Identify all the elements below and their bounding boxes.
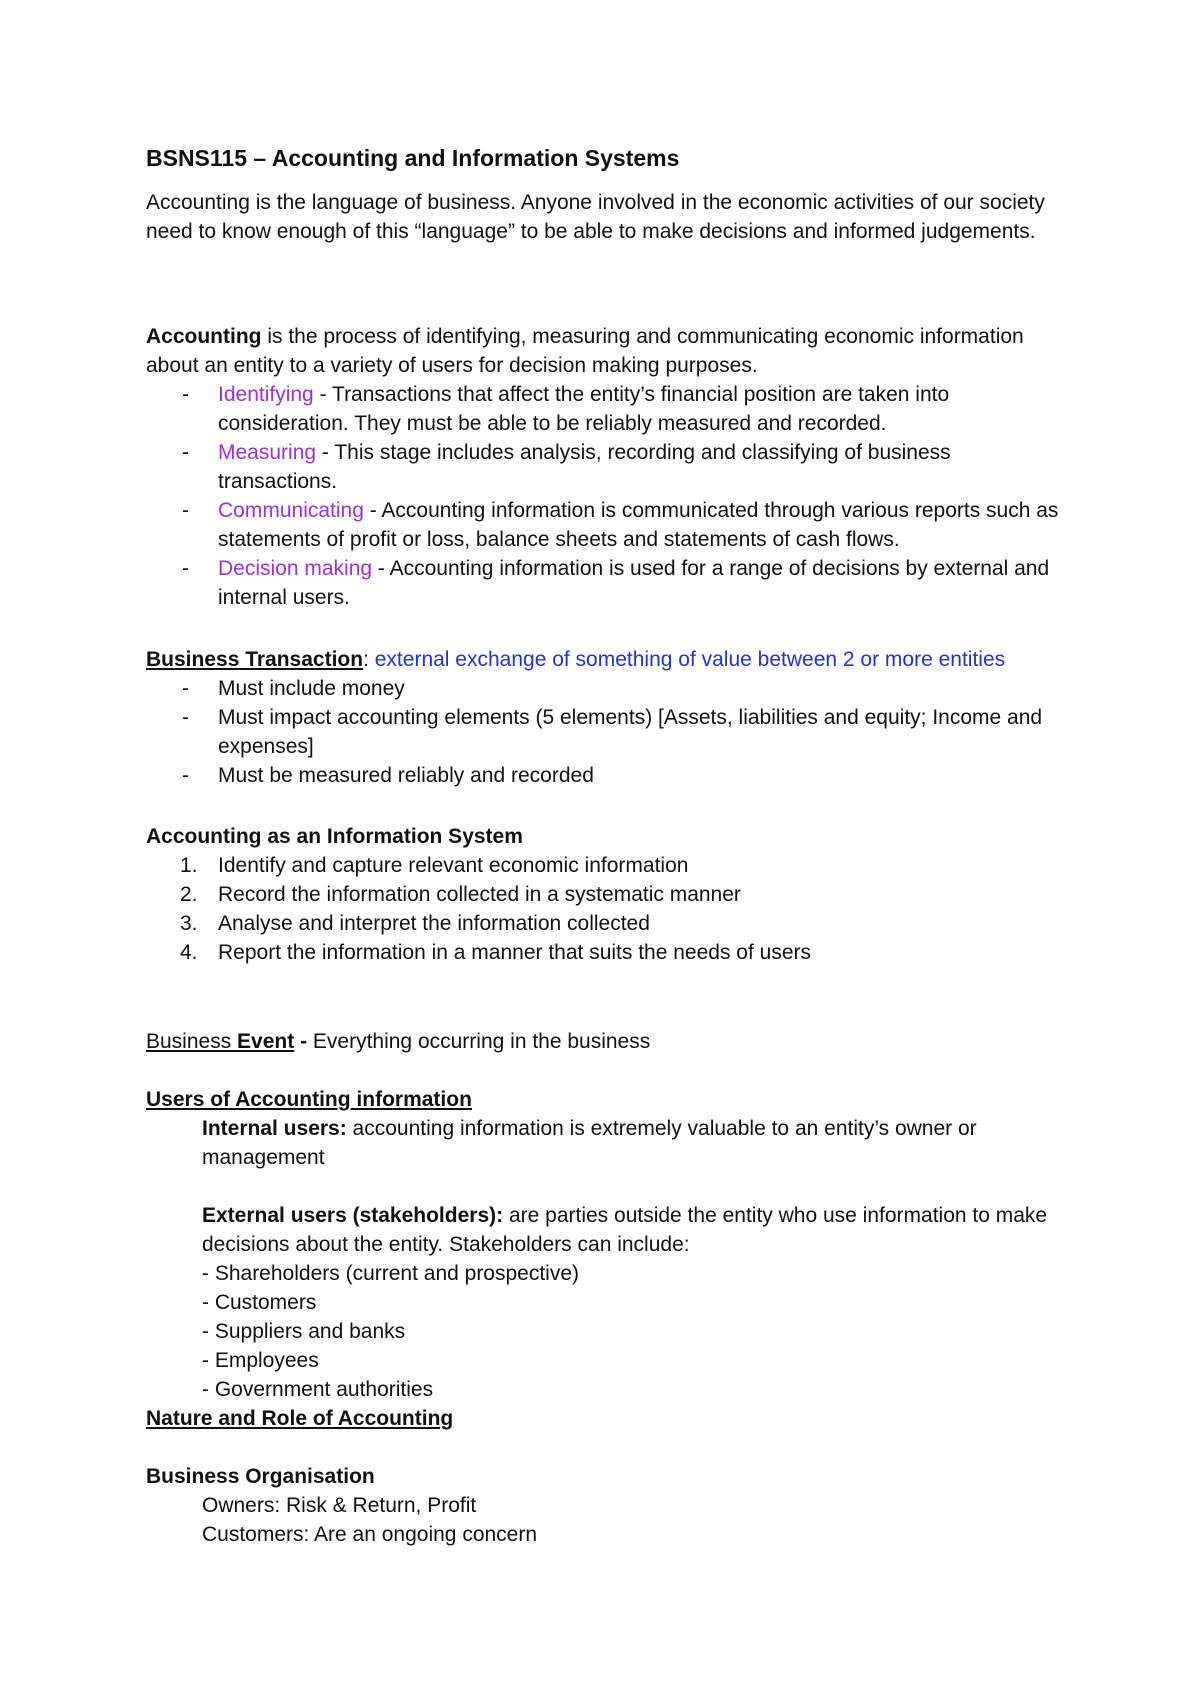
accounting-term: Accounting	[146, 325, 262, 348]
list-item: - Communicating - Accounting information is communicated through various reports such as statements of profit or loss, balance sheets and statements of cash flows.	[182, 499, 1059, 551]
stage-term: Identifying	[218, 383, 314, 406]
list-item: - Must include money	[182, 677, 405, 700]
external-users-text: are parties outside the entity who use information to make decisions about the entity. Stakeholders can include:	[202, 1204, 1048, 1256]
list-item: - Customers	[202, 1291, 317, 1314]
list-item: 1. Identify and capture relevant economic information	[180, 854, 689, 877]
list-item: - Shareholders (current and prospective)	[202, 1262, 580, 1285]
list-item: - Must impact accounting elements (5 elements) [Assets, liabilities and equity; Income and expenses]	[182, 706, 1043, 758]
list-item-text: Must impact accounting elements (5 elements) [Assets, liabilities and equity; Income and expenses]	[218, 706, 1043, 758]
business-transaction-text: external exchange of something of value between 2 or more entities	[368, 648, 1006, 671]
stage-text: - Accounting information is used for a range of decisions by external and internal users.	[218, 557, 1050, 609]
stage-text: - This stage includes analysis, recording and classifying of business transactions.	[218, 441, 951, 493]
list-item: 3. Analyse and interpret the information collected	[180, 912, 650, 935]
users-heading: Users of Accounting information	[146, 1088, 472, 1111]
accounting-definition-text: is the process of identifying, measuring and communicating economic information about an entity to a variety of users for decision making purposes.	[146, 325, 1024, 377]
accounting-stages-list	[146, 380, 1066, 612]
business-event-term: Event	[237, 1030, 295, 1053]
list-item: - Decision making - Accounting information is used for a range of decisions by external and internal users.	[182, 557, 1050, 609]
business-transaction-list	[146, 674, 1066, 790]
external-users-paragraph	[202, 1201, 1066, 1259]
internal-users-paragraph	[202, 1114, 1066, 1172]
internal-users-text: accounting information is extremely valuable to an entity’s owner or management	[202, 1117, 977, 1169]
list-item-text: Must include money	[218, 677, 405, 700]
business-transaction-term: Business Transaction	[146, 648, 364, 671]
business-event-line	[146, 1027, 1066, 1056]
list-item: - Must be measured reliably and recorded	[182, 764, 594, 787]
business-org-line: Owners: Risk & Return, Profit	[202, 1494, 477, 1517]
nature-heading: Nature and Role of Accounting	[146, 1407, 454, 1430]
list-item: 4. Report the information in a manner that suits the needs of users	[180, 941, 811, 964]
intro-paragraph: Accounting is the language of business. Anyone involved in the economic activities of our society need to know enough of this “language” to be able to make decisions and informed judgements.	[146, 191, 1045, 243]
list-item: - Measuring - This stage includes analysis, recording and classifying of business transactions.	[182, 441, 951, 493]
business-event-text: Everything occurring in the business	[307, 1030, 651, 1053]
stage-term: Decision making	[218, 557, 373, 580]
page-title: BSNS115 – Accounting and Information Systems	[146, 145, 680, 171]
stage-text: - Accounting information is communicated through various reports such as statements of profit or loss, balance sheets and statements of cash flows.	[218, 499, 1059, 551]
stage-term: Communicating	[218, 499, 364, 522]
colon: :	[363, 648, 369, 671]
business-org-lines	[202, 1491, 1066, 1549]
stakeholders-list	[202, 1259, 1066, 1404]
list-item: 2. Record the information collected in a systematic manner	[180, 883, 741, 906]
list-item-text: Must be measured reliably and recorded	[218, 764, 594, 787]
list-item: - Government authorities	[202, 1378, 434, 1401]
list-item-text: Analyse and interpret the information collected	[218, 912, 650, 935]
business-org-heading: Business Organisation	[146, 1465, 375, 1488]
stage-text: - Transactions that affect the entity’s financial position are taken into consideration. They must be able to be reliably measured and recorded.	[218, 383, 950, 435]
internal-users-term: Internal users:	[202, 1117, 347, 1140]
business-transaction-definition	[146, 645, 1066, 674]
list-item-text: Report the information in a manner that suits the needs of users	[218, 941, 811, 964]
external-users-term: External users (stakeholders):	[202, 1204, 504, 1227]
stage-term: Measuring	[218, 441, 317, 464]
business-org-line: Customers: Are an ongoing concern	[202, 1523, 538, 1546]
business-event-dash: -	[294, 1030, 308, 1053]
list-item: - Identifying - Transactions that affect the entity’s financial position are taken into consideration. They must be able to be reliably measured and recorded.	[182, 383, 950, 435]
list-item-text: Record the information collected in a systematic manner	[218, 883, 741, 906]
accounting-definition	[146, 322, 1066, 380]
info-system-heading: Accounting as an Information System	[146, 825, 523, 848]
info-system-list	[146, 851, 1066, 967]
business-event-prefix: Business	[146, 1030, 238, 1053]
list-item: - Suppliers and banks	[202, 1320, 406, 1343]
list-item-text: Identify and capture relevant economic information	[218, 854, 689, 877]
list-item: - Employees	[202, 1349, 319, 1372]
